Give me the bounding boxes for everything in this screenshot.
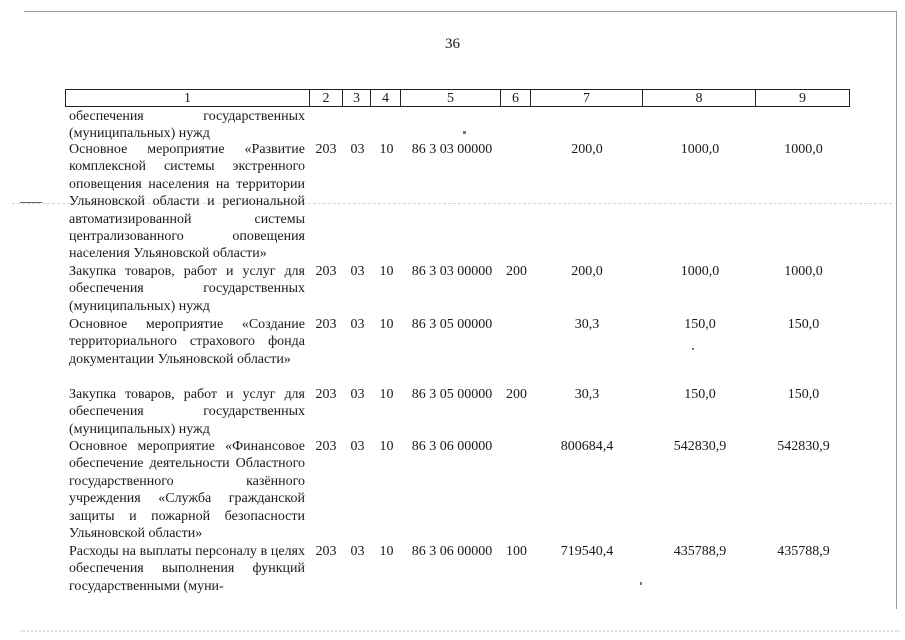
- cell-section-code: 03: [350, 317, 365, 332]
- cell-expense-type: 200: [506, 264, 527, 279]
- row-description: Основное мероприятие «Развитие комплексной системы экстренного оповещения населения на территории Ульяновской области и региональной автоматизированной системы централизованного оповещения населения Ульяновской области»: [69, 142, 305, 262]
- cell-subsection-code: 10: [379, 387, 394, 402]
- cell-subsection-code: 10: [379, 142, 394, 157]
- row-description: обеспечения государственных (муниципальных) нужд: [69, 109, 305, 142]
- cell-amount-8: 542830,9: [673, 439, 727, 454]
- cell-expense-type: 200: [506, 387, 527, 402]
- table-header-row: [65, 89, 850, 107]
- cell-amount-7: 719540,4: [560, 544, 614, 559]
- cell-amount-8: 1000,0: [680, 264, 720, 279]
- row-description: Закупка товаров, работ и услуг для обеспечения государственных (муниципальных) нужд: [69, 264, 305, 314]
- cell-section-code: 03: [350, 439, 365, 454]
- header-cell-4: 4: [371, 90, 401, 106]
- cell-amount-8: 150,0: [684, 317, 716, 332]
- scan-edge-top: [24, 11, 896, 12]
- table-row: [0, 263, 905, 316]
- cell-amount-7: 30,3: [574, 317, 600, 332]
- header-cell-1: 1: [66, 90, 310, 106]
- cell-target-article: 86 3 05 00000: [411, 387, 493, 402]
- cell-section-code: 03: [350, 544, 365, 559]
- table-row: [0, 316, 905, 386]
- cell-amount-7: 200,0: [571, 264, 603, 279]
- cell-target-article: 86 3 05 00000: [411, 317, 493, 332]
- cell-amount-7: 800684,4: [560, 439, 614, 454]
- cell-ministry-code: 203: [315, 317, 337, 332]
- table-row: [0, 438, 905, 543]
- cell-ministry-code: 203: [315, 387, 337, 402]
- cell-expense-type: 100: [506, 544, 527, 559]
- row-description: Закупка товаров, работ и услуг для обеспечения государственных (муниципальных) нужд: [69, 387, 305, 437]
- table-body: [0, 108, 905, 599]
- cell-subsection-code: 10: [379, 264, 394, 279]
- page-number: 36: [445, 36, 460, 52]
- cell-amount-8: 435788,9: [673, 544, 727, 559]
- row-description: Основное мероприятие «Создание территориального страхового фонда документации Ульяновской области»: [69, 317, 305, 367]
- row-description: Основное мероприятие «Финансовое обеспечение деятельности Областного государственного казённого учреждения «Служба гражданской защиты и пожарной безопасности Ульяновской области»: [69, 439, 305, 542]
- header-cell-3: 3: [343, 90, 371, 106]
- header-cell-5: 5: [401, 90, 501, 106]
- cell-target-article: 86 3 03 00000: [411, 264, 493, 279]
- table-row: [0, 543, 905, 599]
- cell-amount-8: 1000,0: [680, 142, 720, 157]
- cell-target-article: 86 3 06 00000: [411, 544, 493, 559]
- cell-section-code: 03: [350, 142, 365, 157]
- header-cell-8: 8: [643, 90, 756, 106]
- cell-target-article: 86 3 06 00000: [411, 439, 493, 454]
- cell-amount-9: 435788,9: [777, 544, 830, 559]
- row-description: Расходы на выплаты персоналу в целях обеспечения выполнения функций государственными (муни-: [69, 544, 305, 594]
- cell-subsection-code: 10: [379, 439, 394, 454]
- cell-ministry-code: 203: [315, 264, 337, 279]
- cell-subsection-code: 10: [379, 317, 394, 332]
- cell-amount-7: 30,3: [574, 387, 600, 402]
- cell-amount-9: 150,0: [787, 317, 820, 332]
- cell-amount-9: 1000,0: [784, 142, 823, 157]
- header-cell-9: 9: [799, 91, 806, 106]
- header-cell-6: 6: [501, 90, 531, 106]
- cell-ministry-code: 203: [315, 544, 337, 559]
- cell-amount-9: 542830,9: [777, 439, 830, 454]
- header-cell-2: 2: [310, 90, 343, 106]
- table-row: [0, 141, 905, 263]
- cell-section-code: 03: [350, 387, 365, 402]
- scan-bottom-noise: [20, 630, 900, 632]
- header-cell-7: 7: [531, 90, 643, 106]
- cell-amount-9: 150,0: [787, 387, 820, 402]
- cell-ministry-code: 203: [315, 439, 337, 454]
- cell-subsection-code: 10: [379, 544, 394, 559]
- table-row: [0, 386, 905, 438]
- cell-amount-7: 200,0: [571, 142, 603, 157]
- cell-amount-9: 1000,0: [784, 264, 823, 279]
- cell-section-code: 03: [350, 264, 365, 279]
- table-row: [0, 108, 905, 141]
- cell-ministry-code: 203: [315, 142, 337, 157]
- cell-target-article: 86 3 03 00000: [411, 142, 493, 157]
- cell-amount-8: 150,0: [684, 387, 716, 402]
